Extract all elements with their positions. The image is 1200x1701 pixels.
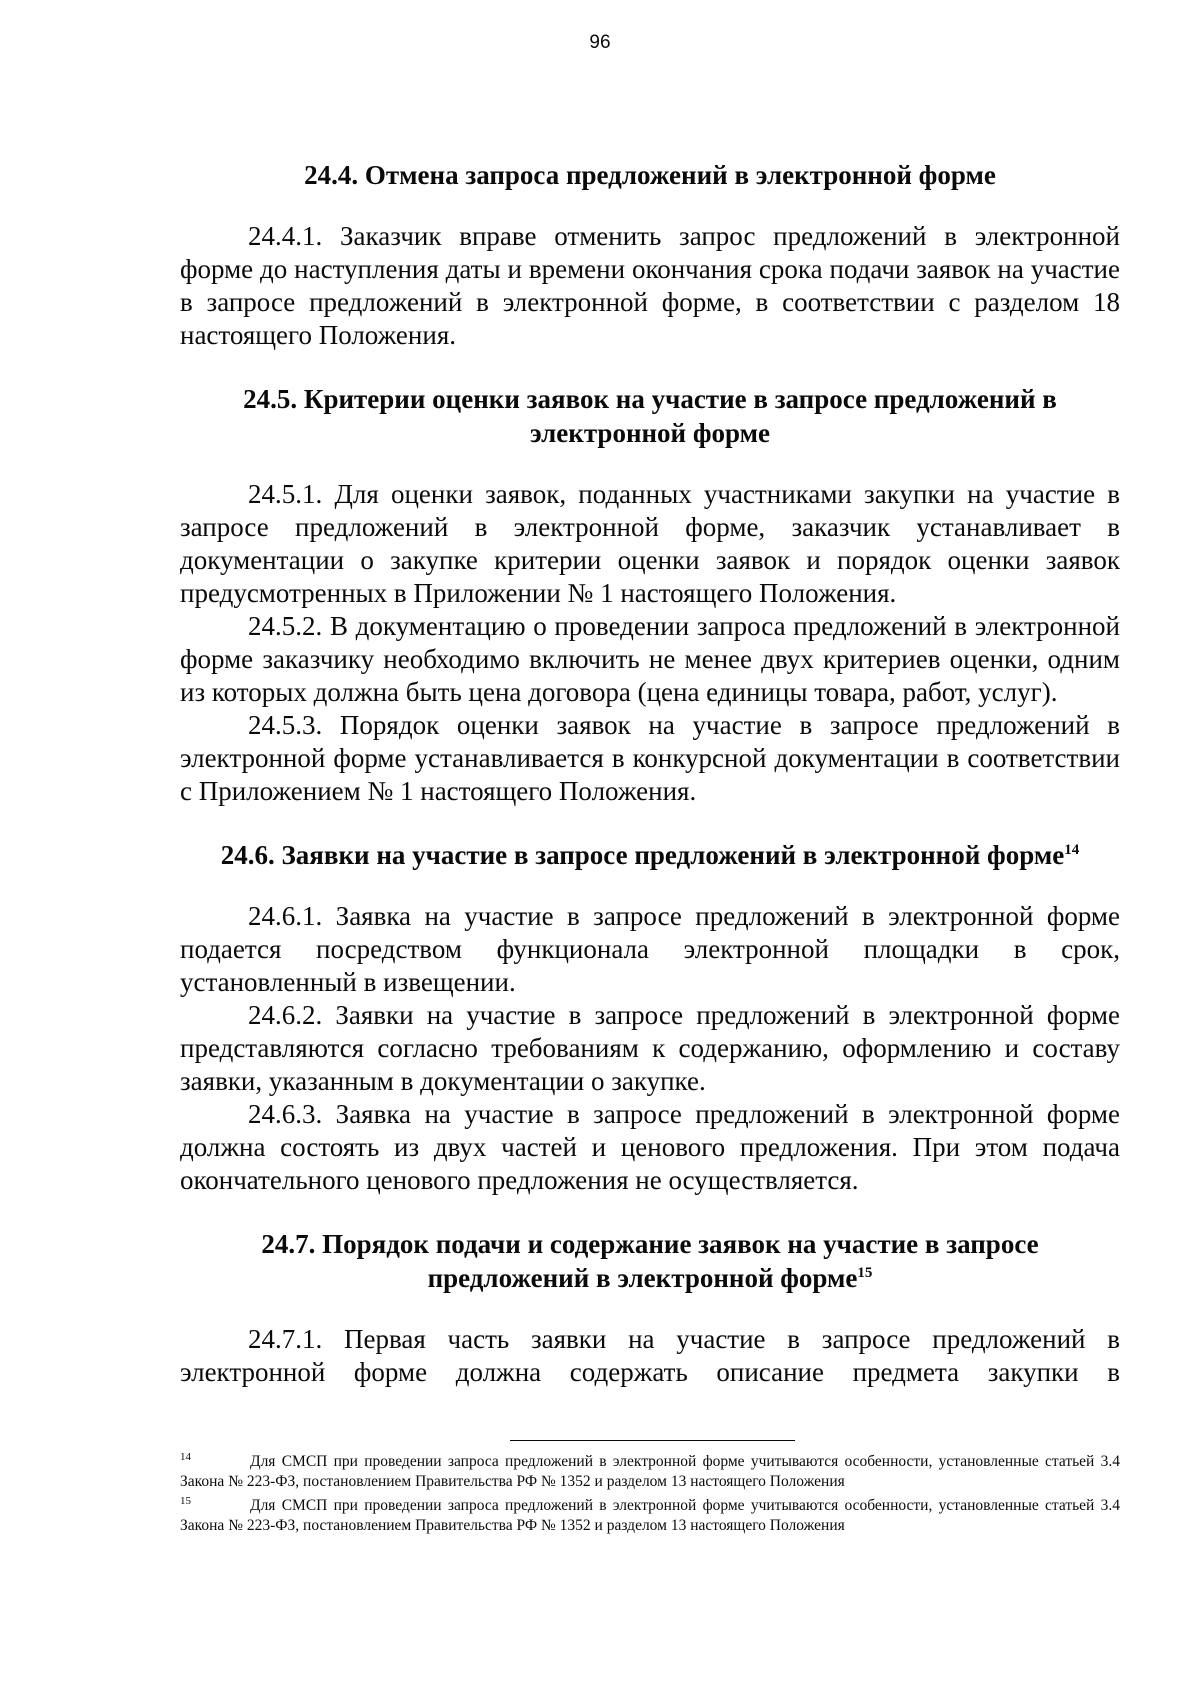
paragraph-24-6-2: 24.6.2. Заявки на участие в запросе предложений в электронной форме представляются согласно требованиям к содержанию, оформлению и составу заявки, указанным в документации о закупке. — [180, 1000, 1120, 1096]
footnote-ref-15: 15 — [857, 1265, 873, 1281]
paragraph-24-5-1: 24.5.1. Для оценки заявок, поданных участниками закупки на участие в запросе предложений в электронной форме, заказчик устанавливает в документации о закупке критерии оценки заявок и порядок оценки заявок предусмотренных в Приложении № 1 настоящего Положения. — [180, 479, 1120, 608]
section-heading-24-6-text: 24.6. Заявки на участие в запросе предложений в электронной форме — [220, 840, 1065, 870]
section-heading-24-6 — [180, 838, 1120, 872]
paragraph-24-5-2: 24.5.2. В документацию о проведении запроса предложений в электронной форме заказчику необходимо включить не менее двух критериев оценки, одним из которых должна быть цена договора (цена единицы товара, работ, услуг). — [180, 611, 1120, 707]
paragraph-24-4-1: 24.4.1. Заказчик вправе отменить запрос предложений в электронной форме до наступления даты и времени окончания срока подачи заявок на участие в запросе предложений в электронной форме, в соответствии с разделом 18 настоящего Положения. — [180, 221, 1120, 350]
section-heading-24-4: 24.4. Отмена запроса предложений в электронной форме — [304, 160, 996, 190]
footnotes — [180, 1452, 1120, 1540]
section-heading-24-7-line1: 24.7. Порядок подачи и содержание заявок на участие в запросе — [261, 1229, 1039, 1259]
paragraph-24-6-1: 24.6.1. Заявка на участие в запросе предложений в электронной форме подается посредством функционала электронной площадки в срок, установленный в извещении. — [180, 901, 1120, 997]
paragraph-24-6-3: 24.6.3. Заявка на участие в запросе предложений в электронной форме должна состоять из двух частей и ценового предложения. При этом подача окончательного ценового предложения не осуществляется. — [180, 1099, 1120, 1195]
footnote-14: 14 Для СМСП при проведении запроса предложений в электронной форме учитываются особенности, установленные статьей 3.4 Закона № 223-ФЗ, постановлением Правительства РФ № 1352 и разделом 13 настоящего Положения — [180, 1450, 1120, 1490]
paragraph-24-7-1: 24.7.1. Первая часть заявки на участие в запросе предложений в электронной форме должна содержать описание предмета закупки в — [180, 1324, 1120, 1387]
paragraph-24-5-3: 24.5.3. Порядок оценки заявок на участие в запросе предложений в электронной форме устанавливается в конкурсной документации в соответствии с Приложением № 1 настоящего Положения. — [180, 710, 1120, 806]
document-body — [180, 158, 1120, 1389]
footnote-text-15: Для СМСП при проведении запроса предложений в электронной форме учитываются особенности, установленные статьей 3.4 Закона № 223-ФЗ, постановлением Правительства РФ № 1352 и разделом 13 настоящего Положения — [180, 1497, 1120, 1534]
footnote-separator — [510, 1440, 795, 1441]
footnote-ref-14: 14 — [1064, 842, 1080, 858]
section-heading-24-7 — [180, 1227, 1120, 1295]
footnote-text-14: Для СМСП при проведении запроса предложений в электронной форме учитываются особенности, установленные статьей 3.4 Закона № 223-ФЗ, постановлением Правительства РФ № 1352 и разделом 13 настоящего Положения — [180, 1453, 1120, 1490]
footnote-15: 15 Для СМСП при проведении запроса предложений в электронной форме учитываются особенности, установленные статьей 3.4 Закона № 223-ФЗ, постановлением Правительства РФ № 1352 и разделом 13 настоящего Положения — [180, 1494, 1120, 1534]
section-heading-24-5: 24.5. Критерии оценки заявок на участие в запросе предложений в электронной форме — [243, 384, 1057, 448]
section-heading-24-7-line2: предложений в электронной форме — [427, 1263, 858, 1293]
page-number: 96 — [589, 32, 611, 53]
